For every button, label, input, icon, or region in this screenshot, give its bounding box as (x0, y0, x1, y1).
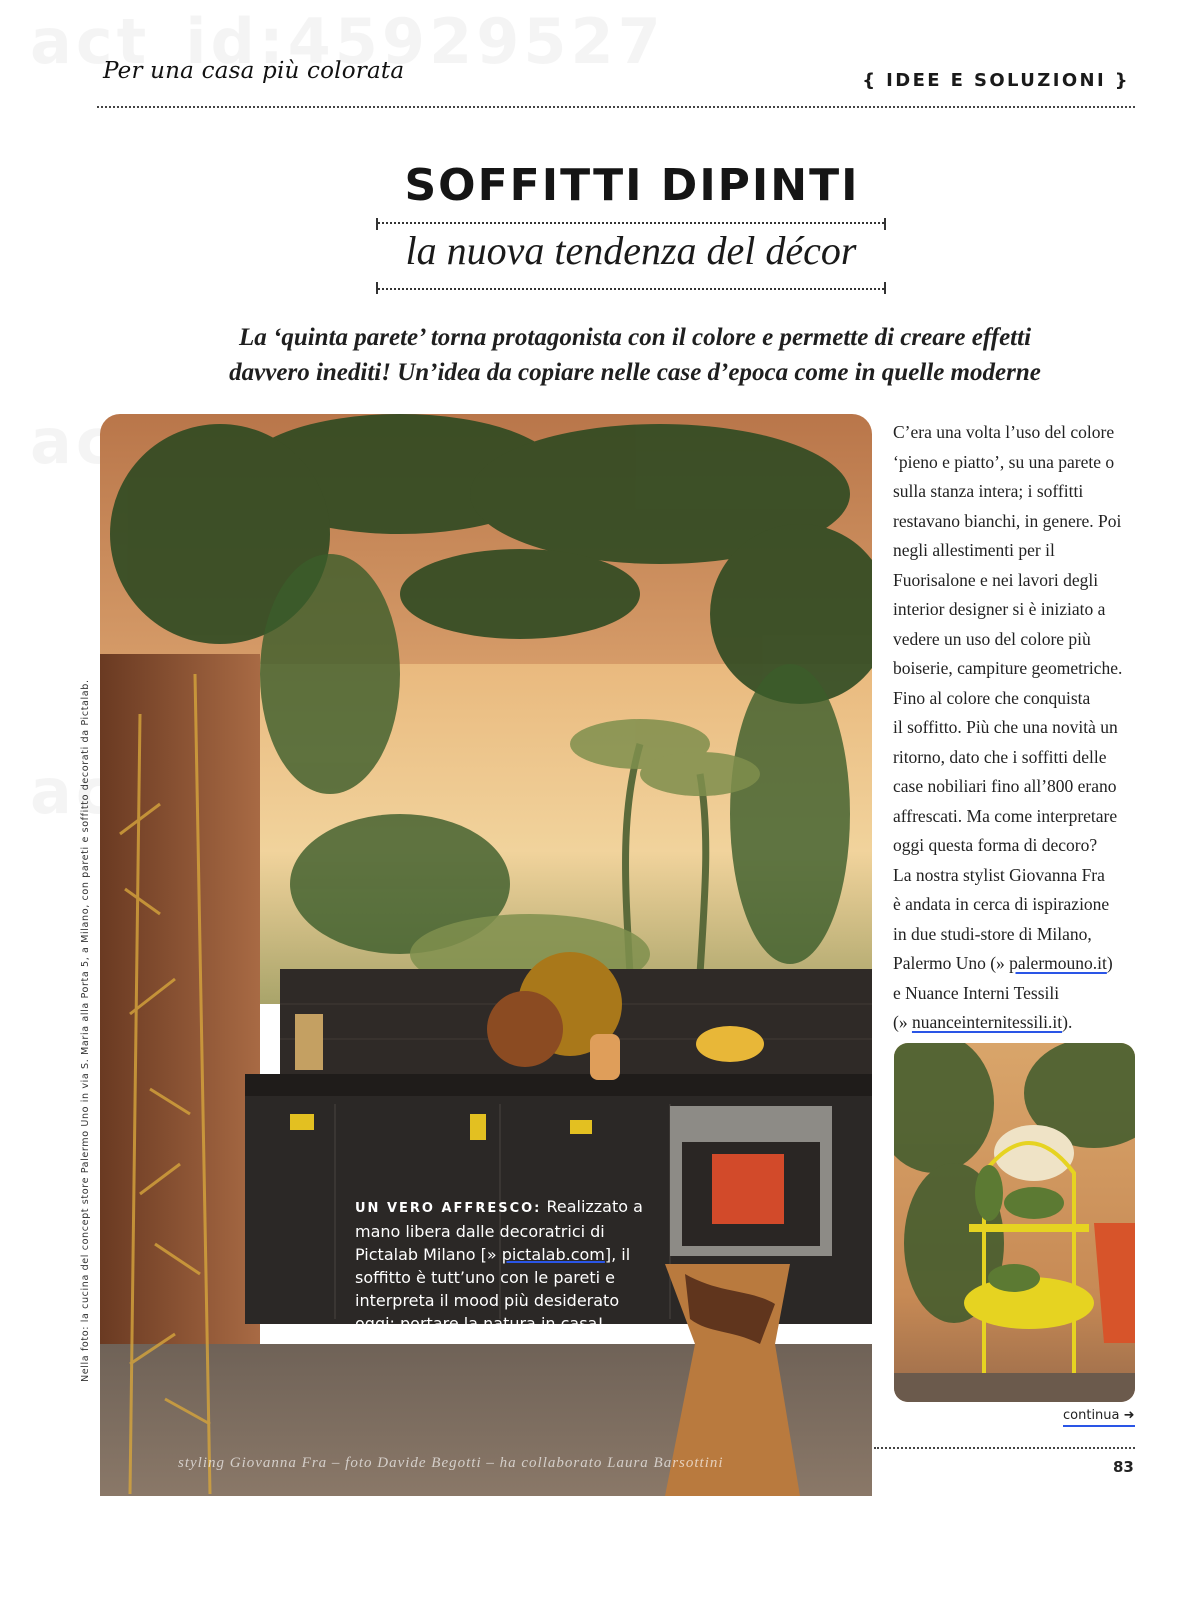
body-line: Fuorisalone e nei lavori degli (893, 569, 1099, 590)
body-line: sulla stanza intera; i soffitti (893, 481, 1084, 501)
countertop (245, 1074, 872, 1096)
page-number: 83 (1113, 1458, 1134, 1476)
body-text-fragment: Palermo Uno (» (893, 953, 1010, 973)
body-line: interior designer si è iniziato a (893, 599, 1106, 619)
body-line: boiserie, campiture geometriche. (893, 658, 1123, 678)
footer-divider (874, 1447, 1135, 1449)
body-text-fragment: (» (893, 1012, 912, 1032)
body-line: ritorno, dato che i soffitti delle (893, 746, 1107, 767)
body-text (893, 418, 1143, 1038)
header-divider (97, 106, 1135, 108)
column-name: Per una casa più colorata (103, 58, 405, 84)
body-line: in due studi-store di Milano, (893, 923, 1092, 944)
body-line: vedere un uso del colore più (893, 628, 1091, 649)
standfirst (185, 320, 1085, 390)
section-label: { IDEE E SOLUZIONI } (862, 70, 1130, 91)
pictalab-link[interactable]: pictalab.com (501, 1245, 605, 1264)
body-line: il soffitto. Più che una novità un (893, 717, 1118, 737)
continua-link[interactable]: continua ➜ (1063, 1408, 1135, 1427)
body-text-fragment: ). (1062, 1012, 1073, 1032)
photo-credits: styling Giovanna Fra – foto Davide Begotti – ha collaborato Laura Barsottini (178, 1455, 724, 1471)
article-subtitle: la nuova tendenza del décor (405, 228, 857, 273)
body-line: restavano bianchi, in genere. Poi (893, 510, 1122, 531)
body-line: C’era una volta l’uso del colore (893, 422, 1115, 442)
caption-text: ], il soffitto è tutt’uno con le pareti e interpreta il mood più desiderato oggi: portare la natura in casa! (355, 1245, 631, 1333)
body-line (893, 949, 1143, 979)
body-line: case nobiliari fino all’800 erano (893, 776, 1117, 796)
nuanceinternitessili-link[interactable]: nuanceinternitessili.it (911, 1012, 1063, 1032)
tea-towel (712, 1154, 784, 1224)
caption-text: Realizzato a mano libera dalle decoratrici di Pictalab Milano [» (355, 1197, 643, 1264)
hero-caption (355, 1195, 655, 1335)
vertical-photo-caption: Nella foto: la cucina del concept store Palermo Uno in via S. Maria alla Porta 5, a Milano, con pareti e soffitto decorati da Pictalab. (80, 679, 91, 1382)
body-line: Fino al colore che conquista (893, 687, 1091, 708)
body-line: ‘pieno e piatto’, su una parete o (893, 451, 1115, 472)
standfirst-line: La ‘quinta parete’ torna protagonista con il colore e permette di creare effetti (238, 324, 1032, 351)
body-line: e Nuance Interni Tessili (893, 982, 1060, 1003)
article-title: SOFFITTI DIPINTI (404, 160, 860, 211)
body-line (893, 1008, 1143, 1038)
side-photo (894, 1043, 1135, 1402)
body-line: è andata in cerca di ispirazione (893, 894, 1110, 914)
body-line: negli allestimenti per il (893, 540, 1055, 560)
body-line: affrescati. Ma come interpretare (893, 805, 1118, 826)
body-line: oggi questa forma di decoro? (893, 835, 1098, 855)
caption-lead: UN VERO AFFRESCO: (355, 1201, 542, 1216)
palermouno-link[interactable]: palermouno.it (1009, 953, 1107, 973)
body-text-fragment: ) (1106, 953, 1113, 973)
standfirst-line: davvero inediti! Un’idea da copiare nelle case d’epoca come in quelle moderne (229, 359, 1041, 386)
body-line: La nostra stylist Giovanna Fra (893, 864, 1105, 885)
